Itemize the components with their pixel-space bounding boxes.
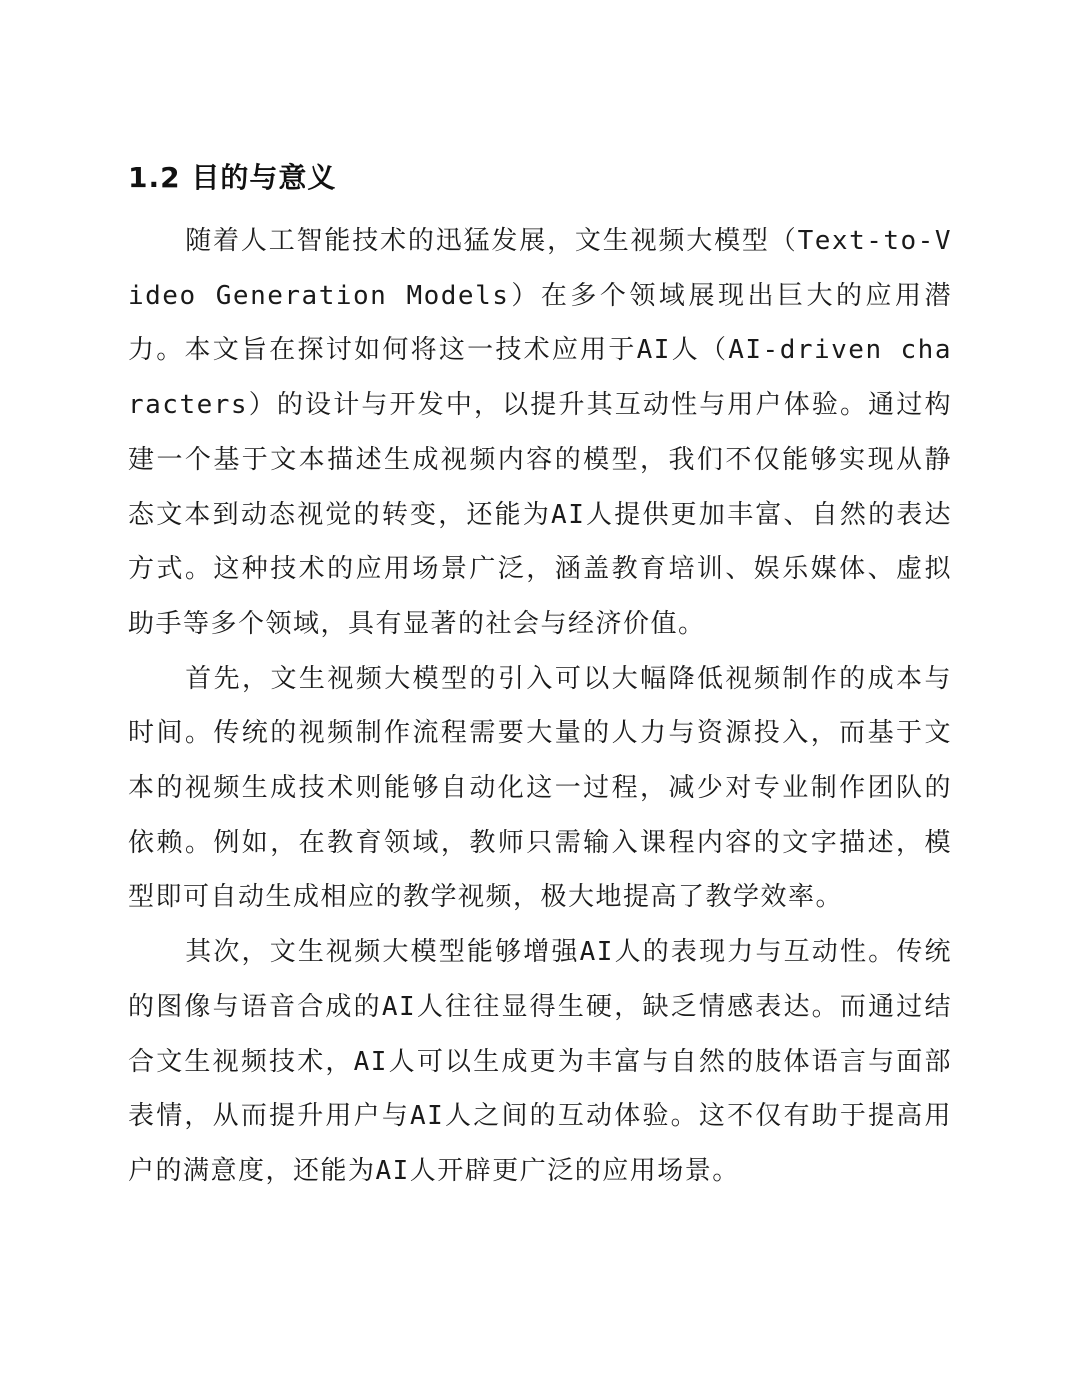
paragraph: 其次，文生视频大模型能够增强AI人的表现力与互动性。传统的图像与语音合成的AI人往往显得生硬，缺乏情感表达。而通过结合文生视频技术，AI人可以生成更为丰富与自然的肢体语言与面部表情，从而提升用户与AI人之间的互动体验。这不仅有助于提高用户的满意度，还能为AI人开辟更广泛的应用场景。 <box>128 937 952 1186</box>
paragraph: 首先，文生视频大模型的引入可以大幅降低视频制作的成本与时间。传统的视频制作流程需要大量的人力与资源投入，而基于文本的视频生成技术则能够自动化这一过程，减少对专业制作团队的依赖。例如，在教育领域，教师只需输入课程内容的文字描述，模型即可自动生成相应的教学视频，极大地提高了教学效率。 <box>128 663 952 913</box>
paragraph: 随着人工智能技术的迅猛发展，文生视频大模型（Text-to-Video Generation Models）在多个领域展现出巨大的应用潜力。本文旨在探讨如何将这一技术应用于AI人（AI-driven characters）的设计与开发中，以提升其互动性与用户体验。通过构建一个基于文本描述生成视频内容的模型，我们不仅能够实现从静态文本到动态视觉的转变，还能为AI人提供更加丰富、自然的表达方式。这种技术的应用场景广泛，涵盖教育培训、娱乐媒体、虚拟助手等多个领域，具有显著的社会与经济价值。 <box>128 226 952 639</box>
section-body <box>128 214 952 1199</box>
section-heading: 1.2 目的与意义 <box>128 161 337 194</box>
